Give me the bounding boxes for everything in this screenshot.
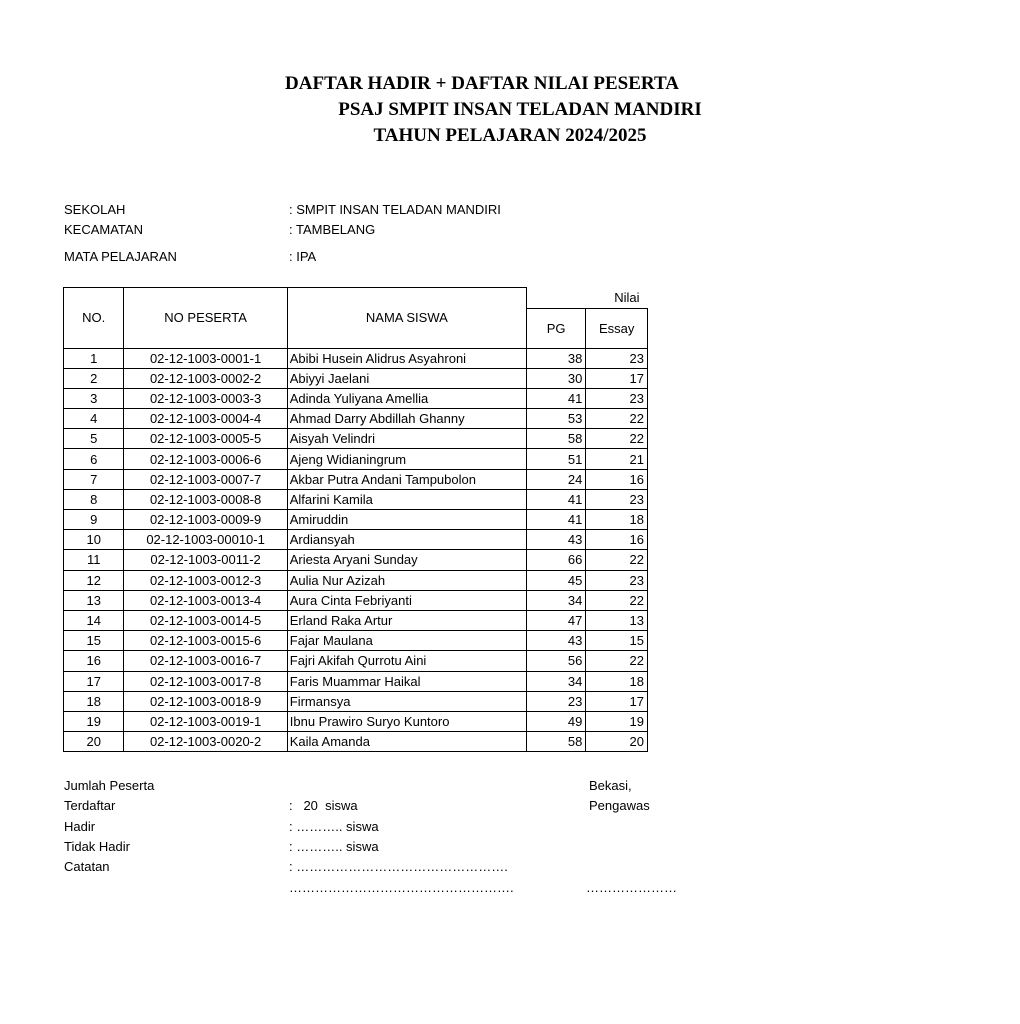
table-row [64,469,648,489]
cell-nama-siswa: Ardiansyah [287,530,526,550]
table-row [64,732,648,752]
cell-essay: 20 [586,732,648,752]
cell-no-peserta: 02-12-1003-0012-3 [124,570,287,590]
title-line-3: TAHUN PELAJARAN 2024/2025 [373,125,647,146]
cell-nama-siswa: Ajeng Widianingrum [287,449,526,469]
cell-essay: 19 [586,711,648,731]
cell-pg: 56 [526,651,585,671]
cell-nama-siswa: Fajri Akifah Qurrotu Aini [287,651,526,671]
cell-no: 6 [64,449,124,469]
table-row [64,368,648,388]
cell-essay: 23 [586,489,648,509]
signature-line: ………………… [586,880,677,895]
cell-no: 5 [64,429,124,449]
cell-pg: 43 [526,530,585,550]
mapel-label: MATA PELAJARAN [64,249,177,264]
cell-no-peserta: 02-12-1003-0006-6 [124,449,287,469]
cell-no-peserta: 02-12-1003-00010-1 [124,530,287,550]
cell-no: 15 [64,631,124,651]
cell-no-peserta: 02-12-1003-0001-1 [124,348,287,368]
cell-no: 8 [64,489,124,509]
cell-essay: 22 [586,550,648,570]
table-row [64,510,648,530]
cell-no-peserta: 02-12-1003-0020-2 [124,732,287,752]
cell-nama-siswa: Alfarini Kamila [287,489,526,509]
cell-pg: 24 [526,469,585,489]
cell-pg: 53 [526,409,585,429]
cell-pg: 41 [526,388,585,408]
table-row [64,651,648,671]
cell-pg: 30 [526,368,585,388]
jumlah-peserta-label: Jumlah Peserta [64,778,155,793]
sekolah-value: : SMPIT INSAN TELADAN MANDIRI [289,202,501,217]
kecamatan-value: : TAMBELANG [289,222,376,237]
catatan-label: Catatan [64,859,110,874]
cell-pg: 41 [526,489,585,509]
cell-nama-siswa: Fajar Maulana [287,631,526,651]
cell-no: 2 [64,368,124,388]
cell-no: 18 [64,691,124,711]
cell-no: 3 [64,388,124,408]
cell-no-peserta: 02-12-1003-0018-9 [124,691,287,711]
cell-no: 12 [64,570,124,590]
catatan-line-2: ……………………………………………. [289,880,514,895]
cell-no: 17 [64,671,124,691]
sekolah-label: SEKOLAH [64,202,126,217]
cell-essay: 23 [586,348,648,368]
table-row [64,631,648,651]
cell-pg: 45 [526,570,585,590]
hadir-label: Hadir [64,819,96,834]
cell-nama-siswa: Aura Cinta Febriyanti [287,590,526,610]
table-row [64,530,648,550]
table-row [64,671,648,691]
cell-no-peserta: 02-12-1003-0004-4 [124,409,287,429]
table-row [64,429,648,449]
cell-essay: 17 [586,368,648,388]
cell-nama-siswa: Ahmad Darry Abdillah Ghanny [287,409,526,429]
cell-no: 7 [64,469,124,489]
cell-no: 19 [64,711,124,731]
cell-pg: 38 [526,348,585,368]
cell-nama-siswa: Ariesta Aryani Sunday [287,550,526,570]
cell-no: 9 [64,510,124,530]
cell-essay: 22 [586,590,648,610]
cell-essay: 18 [586,671,648,691]
cell-no: 20 [64,732,124,752]
cell-pg: 51 [526,449,585,469]
cell-nama-siswa: Adinda Yuliyana Amellia [287,388,526,408]
tidak-hadir-label: Tidak Hadir [64,839,130,854]
cell-nama-siswa: Abibi Husein Alidrus Asyahroni [287,348,526,368]
cell-no-peserta: 02-12-1003-0009-9 [124,510,287,530]
cell-no: 14 [64,610,124,630]
cell-nama-siswa: Firmansya [287,691,526,711]
header-no-peserta: NO PESERTA [124,288,287,349]
hadir-value: : ……….. siswa [289,819,379,834]
terdaftar-label: Terdaftar [64,798,116,813]
cell-nama-siswa: Ibnu Prawiro Suryo Kuntoro [287,711,526,731]
cell-no-peserta: 02-12-1003-0014-5 [124,610,287,630]
cell-essay: 22 [586,409,648,429]
cell-nama-siswa: Amiruddin [287,510,526,530]
cell-no: 13 [64,590,124,610]
header-essay: Essay [586,308,648,348]
cell-essay: 21 [586,449,648,469]
cell-no-peserta: 02-12-1003-0019-1 [124,711,287,731]
cell-pg: 23 [526,691,585,711]
pengawas-label: Pengawas [589,798,650,813]
cell-no-peserta: 02-12-1003-0003-3 [124,388,287,408]
cell-essay: 16 [586,469,648,489]
bekasi-label: Bekasi, [589,778,632,793]
terdaftar-value: : 20 siswa [289,798,358,813]
cell-nama-siswa: Aulia Nur Azizah [287,570,526,590]
cell-essay: 16 [586,530,648,550]
cell-essay: 13 [586,610,648,630]
cell-nama-siswa: Akbar Putra Andani Tampubolon [287,469,526,489]
mapel-value: : IPA [289,249,317,264]
cell-nama-siswa: Erland Raka Artur [287,610,526,630]
cell-pg: 47 [526,610,585,630]
table-row [64,570,648,590]
cell-no: 4 [64,409,124,429]
table-row [64,550,648,570]
tidak-hadir-value: : ……….. siswa [289,839,379,854]
cell-no-peserta: 02-12-1003-0016-7 [124,651,287,671]
cell-pg: 43 [526,631,585,651]
cell-nama-siswa: Aisyah Velindri [287,429,526,449]
table-body [64,348,648,752]
cell-essay: 15 [586,631,648,651]
cell-no: 1 [64,348,124,368]
cell-essay: 18 [586,510,648,530]
cell-no-peserta: 02-12-1003-0015-6 [124,631,287,651]
cell-essay: 23 [586,570,648,590]
cell-pg: 66 [526,550,585,570]
cell-no: 11 [64,550,124,570]
header-pg: PG [526,308,585,348]
table-row [64,449,648,469]
cell-essay: 22 [586,429,648,449]
cell-pg: 58 [526,429,585,449]
table-row [64,348,648,368]
cell-essay: 17 [586,691,648,711]
cell-no-peserta: 02-12-1003-0002-2 [124,368,287,388]
cell-essay: 23 [586,388,648,408]
header-no: NO. [64,288,124,349]
header-nilai: Nilai [526,288,647,309]
cell-pg: 34 [526,590,585,610]
cell-pg: 49 [526,711,585,731]
cell-no-peserta: 02-12-1003-0013-4 [124,590,287,610]
cell-no: 16 [64,651,124,671]
cell-nama-siswa: Abiyyi Jaelani [287,368,526,388]
cell-no-peserta: 02-12-1003-0017-8 [124,671,287,691]
table-row [64,409,648,429]
table-row [64,691,648,711]
cell-pg: 41 [526,510,585,530]
table-row [64,711,648,731]
header-nama-siswa: NAMA SISWA [287,288,526,349]
table-row [64,590,648,610]
table-row [64,388,648,408]
kecamatan-label: KECAMATAN [64,222,143,237]
catatan-value: : …………………………………………. [289,859,508,874]
title-line-1: DAFTAR HADIR + DAFTAR NILAI PESERTA [285,73,679,94]
cell-no-peserta: 02-12-1003-0007-7 [124,469,287,489]
cell-pg: 58 [526,732,585,752]
cell-no: 10 [64,530,124,550]
title-line-2: PSAJ SMPIT INSAN TELADAN MANDIRI [338,99,702,120]
cell-nama-siswa: Faris Muammar Haikal [287,671,526,691]
table-row [64,610,648,630]
table-row [64,489,648,509]
cell-pg: 34 [526,671,585,691]
cell-no-peserta: 02-12-1003-0008-8 [124,489,287,509]
cell-essay: 22 [586,651,648,671]
cell-no-peserta: 02-12-1003-0005-5 [124,429,287,449]
cell-no-peserta: 02-12-1003-0011-2 [124,550,287,570]
attendance-table [63,287,648,752]
cell-nama-siswa: Kaila Amanda [287,732,526,752]
